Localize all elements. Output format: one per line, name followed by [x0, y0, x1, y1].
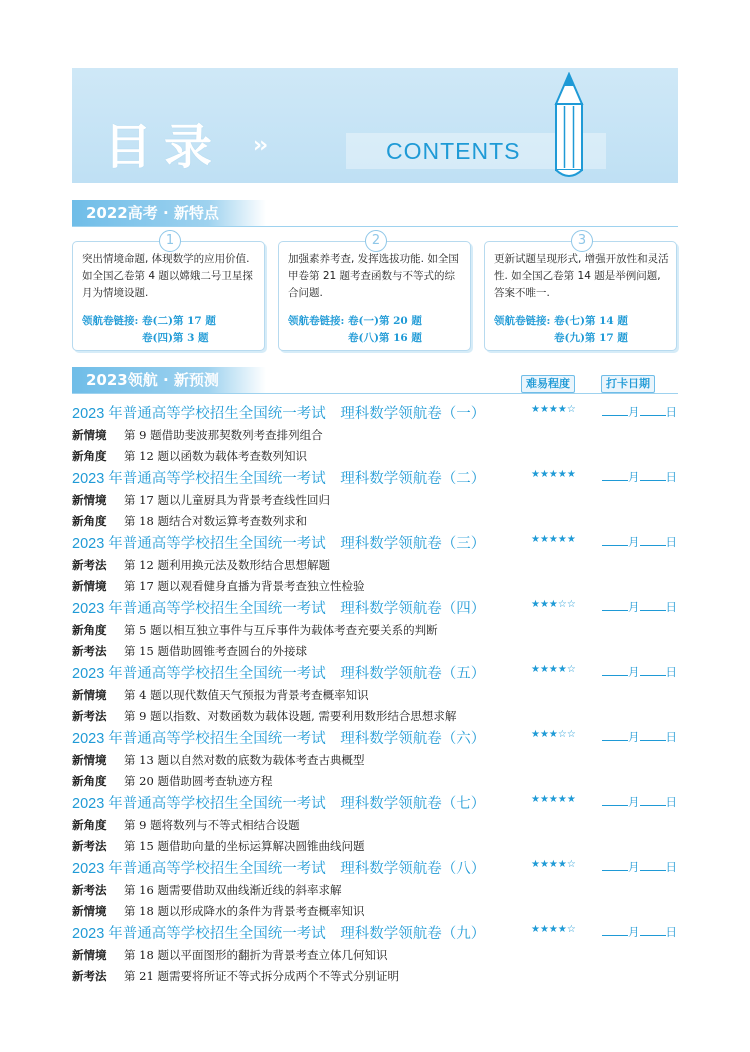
exam-note: 新角度 第 5 题以相互独立事件与互斥事件为载体考查充要关系的判断 — [72, 623, 438, 637]
exam-title: 2023 年普通高等学校招生全国统一考试 理科数学领航卷（九） — [72, 926, 486, 942]
difficulty-stars: ★★★★★ — [531, 469, 576, 480]
feature-number: 3 — [571, 230, 593, 252]
checkin-date[interactable]: 月 日 — [602, 532, 677, 550]
exam-note: 新情境 第 4 题以现代数值天气预报为背景考查概率知识 — [72, 688, 369, 702]
list-item — [72, 857, 678, 922]
feature-link-2: 卷(八)第 16 题 — [348, 332, 422, 344]
checkin-date[interactable]: 月 日 — [602, 792, 677, 810]
checkin-date[interactable]: 月 日 — [602, 597, 677, 615]
difficulty-stars: ★★★★☆ — [531, 404, 576, 415]
list-item — [72, 922, 678, 987]
exam-note: 新情境 第 13 题以自然对数的底数为载体考查古典概型 — [72, 753, 365, 767]
page-title: 目录 — [104, 119, 225, 175]
exam-note: 新情境 第 18 题以形成降水的条件为背景考查概率知识 — [72, 904, 365, 918]
feature-number: 1 — [159, 230, 181, 252]
column-header-checkin-date: 打卡日期 — [601, 375, 655, 393]
feature-card — [278, 233, 471, 351]
feature-description: 突出情境命题, 体现数学的应用价值. 如全国乙卷第 4 题以嫦娥二号卫星探月为情境设题. — [82, 253, 253, 299]
exam-note: 新考法 第 16 题需要借助双曲线渐近线的斜率求解 — [72, 883, 342, 897]
feature-description: 更新试题呈现形式, 增强开放性和灵活性. 如全国乙卷第 14 题是举例问题, 答案不唯一. — [494, 253, 669, 299]
checkin-date[interactable]: 月 日 — [602, 402, 677, 420]
chevron-right-icon: ›› — [253, 133, 266, 158]
exam-note: 新考法 第 21 题需要将所证不等式拆分成两个不等式分别证明 — [72, 969, 399, 983]
exam-note: 新角度 第 9 题将数列与不等式相结合设题 — [72, 818, 300, 832]
difficulty-stars: ★★★☆☆ — [531, 599, 576, 610]
exam-title: 2023 年普通高等学校招生全国统一考试 理科数学领航卷（五） — [72, 666, 486, 682]
difficulty-stars: ★★★☆☆ — [531, 729, 576, 740]
exam-title: 2023 年普通高等学校招生全国统一考试 理科数学领航卷（八） — [72, 861, 486, 877]
exam-list — [72, 402, 678, 987]
exam-note: 新角度 第 12 题以函数为载体考查数列知识 — [72, 449, 307, 463]
difficulty-stars: ★★★★★ — [531, 794, 576, 805]
feature-description: 加强素养考查, 发挥选拔功能. 如全国甲卷第 21 题考查函数与不等式的综合问题. — [288, 253, 459, 299]
exam-title: 2023 年普通高等学校招生全国统一考试 理科数学领航卷（六） — [72, 731, 486, 747]
exam-note: 新情境 第 9 题借助斐波那契数列考查排列组合 — [72, 428, 323, 442]
feature-link-1: 领航卷链接: 卷(二)第 17 题 — [82, 315, 216, 327]
difficulty-stars: ★★★★☆ — [531, 859, 576, 870]
list-item — [72, 532, 678, 597]
exam-note: 新角度 第 18 题结合对数运算考查数列求和 — [72, 514, 307, 528]
section-divider — [72, 226, 678, 227]
exam-note: 新情境 第 17 题以观看健身直播为背景考查独立性检验 — [72, 579, 365, 593]
exam-note: 新情境 第 17 题以儿童厨具为背景考查线性回归 — [72, 493, 330, 507]
feature-link — [82, 313, 216, 347]
feature-number: 2 — [365, 230, 387, 252]
list-item — [72, 467, 678, 532]
list-item — [72, 662, 678, 727]
section-tag-features: 2022高考 · 新特点 — [72, 200, 266, 226]
column-header-difficulty: 难易程度 — [521, 375, 575, 393]
feature-card — [484, 233, 677, 351]
section-divider — [72, 393, 678, 394]
difficulty-stars: ★★★★☆ — [531, 664, 576, 675]
exam-title: 2023 年普通高等学校招生全国统一考试 理科数学领航卷（三） — [72, 536, 486, 552]
difficulty-stars: ★★★★☆ — [531, 924, 576, 935]
exam-title: 2023 年普通高等学校招生全国统一考试 理科数学领航卷（二） — [72, 471, 486, 487]
exam-title: 2023 年普通高等学校招生全国统一考试 理科数学领航卷（四） — [72, 601, 486, 617]
feature-link-1: 领航卷链接: 卷(一)第 20 题 — [288, 315, 422, 327]
exam-note: 新角度 第 20 题借助圆考查轨迹方程 — [72, 774, 273, 788]
exam-note: 新考法 第 15 题借助圆锥考查圆台的外接球 — [72, 644, 307, 658]
feature-link — [288, 313, 422, 347]
list-item — [72, 597, 678, 662]
list-item — [72, 727, 678, 792]
exam-note: 新考法 第 9 题以指数、对数函数为载体设题, 需要利用数形结合思想求解 — [72, 709, 457, 723]
difficulty-stars: ★★★★★ — [531, 534, 576, 545]
list-item — [72, 402, 678, 467]
checkin-date[interactable]: 月 日 — [602, 857, 677, 875]
exam-title: 2023 年普通高等学校招生全国统一考试 理科数学领航卷（七） — [72, 796, 486, 812]
pencil-icon — [552, 72, 586, 182]
checkin-date[interactable]: 月 日 — [602, 727, 677, 745]
checkin-date[interactable]: 月 日 — [602, 467, 677, 485]
exam-title: 2023 年普通高等学校招生全国统一考试 理科数学领航卷（一） — [72, 406, 486, 422]
checkin-date[interactable]: 月 日 — [602, 662, 677, 680]
checkin-date[interactable]: 月 日 — [602, 922, 677, 940]
contents-label: CONTENTS — [386, 138, 521, 164]
feature-card — [72, 233, 265, 351]
section-tag-predictions: 2023领航 · 新预测 — [72, 367, 266, 393]
list-item — [72, 792, 678, 857]
exam-note: 新考法 第 12 题利用换元法及数形结合思想解题 — [72, 558, 330, 572]
exam-note: 新情境 第 18 题以平面图形的翻折为背景考查立体几何知识 — [72, 948, 388, 962]
feature-link-2: 卷(九)第 17 题 — [554, 332, 628, 344]
feature-link-2: 卷(四)第 3 题 — [142, 332, 209, 344]
exam-note: 新考法 第 15 题借助向量的坐标运算解决圆锥曲线问题 — [72, 839, 365, 853]
feature-link — [494, 313, 628, 347]
feature-link-1: 领航卷链接: 卷(七)第 14 题 — [494, 315, 628, 327]
